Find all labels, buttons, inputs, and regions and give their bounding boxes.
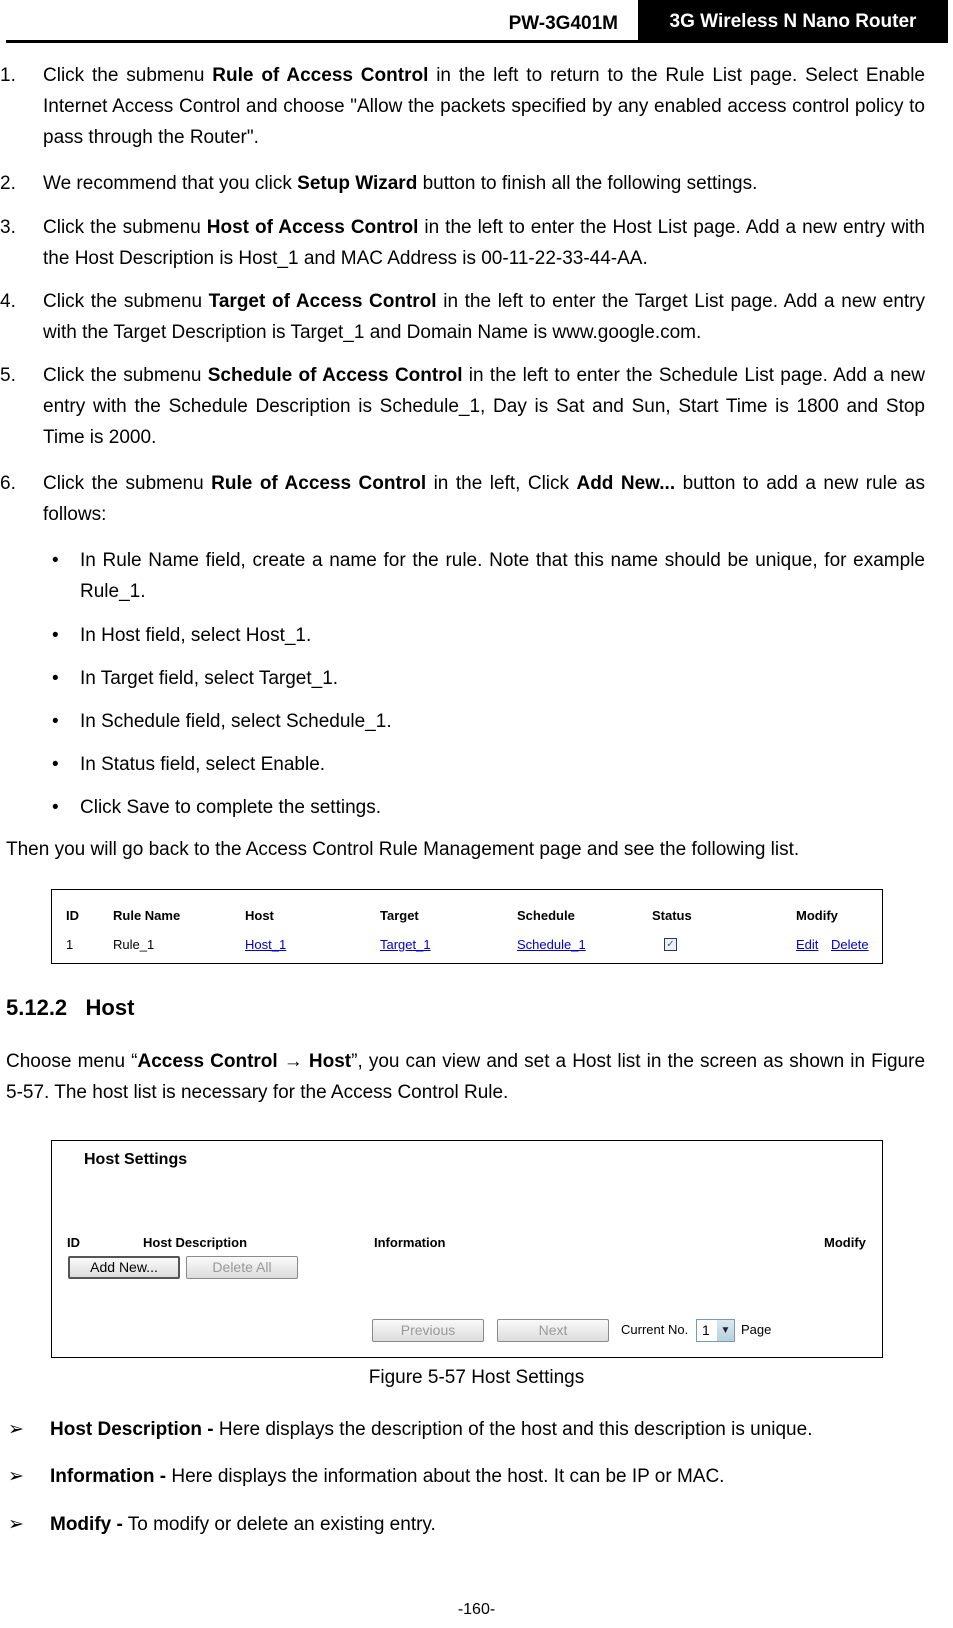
- col-header-schedule: Schedule: [517, 908, 575, 923]
- bullet-text: In Target field, select Target_1.: [80, 668, 339, 689]
- step-number: 5.: [0, 365, 16, 386]
- bullet-dot: •: [52, 711, 59, 732]
- bullet-dot: •: [52, 668, 59, 689]
- col-header-modify: Modify: [796, 908, 838, 923]
- bullet-dot: •: [52, 754, 59, 775]
- section-heading: 5.12.2 Host: [6, 995, 135, 1020]
- schedule-link[interactable]: Schedule_1: [517, 937, 586, 952]
- col-header-id: ID: [67, 1235, 80, 1250]
- col-header-status: Status: [652, 908, 692, 923]
- col-header-rule-name: Rule Name: [113, 908, 181, 923]
- step-text: We recommend that you click Setup Wizard button to finish all the following settings.: [43, 173, 758, 194]
- col-header-modify: Modify: [824, 1235, 866, 1250]
- bullet-text: In Rule Name field, create a name for the rule. Note that this name should be unique, for example Rule_1.: [80, 550, 925, 602]
- step-number: 4.: [0, 291, 16, 312]
- page-select[interactable]: [696, 1319, 735, 1342]
- then-text: Then you will go back to the Access Control Rule Management page and see the following list.: [6, 839, 800, 860]
- bullet-text: Click Save to complete the settings.: [80, 797, 381, 818]
- step-text: Click the submenu Schedule of Access Control in the left to enter the Schedule List page. Add a new entry with the Schedule Description is Schedule_1, Day is Sat and Sun, Start Time is 1800 and Stop Time is 2000.: [43, 365, 925, 448]
- arrow-bullet-icon: ➢: [8, 1419, 24, 1440]
- step-text: Click the submenu Rule of Access Control in the left to return to the Rule List page. Select Enable Internet Access Control and choose "Allow the packets specified by any enabled access control policy to pass through the Router".: [43, 65, 925, 148]
- host-settings-figure: [51, 1140, 883, 1358]
- bullet-dot: •: [52, 550, 59, 571]
- definition-item: Host Description - Here displays the description of the host and this description is unique.: [50, 1419, 813, 1440]
- step-text: Click the submenu Rule of Access Control in the left, Click Add New... button to add a new rule as follows:: [43, 473, 925, 525]
- step-text: Click the submenu Target of Access Control in the left to enter the Target List page. Add a new entry with the Target Description is Target_1 and Domain Name is www.google.com.: [43, 291, 926, 343]
- col-header-id: ID: [66, 908, 79, 923]
- page-label: Page: [741, 1322, 772, 1337]
- step-number: 3.: [0, 217, 16, 238]
- target-link[interactable]: Target_1: [380, 937, 431, 952]
- add-new-button[interactable]: Add New...: [68, 1256, 180, 1279]
- page-number: -160-: [457, 1601, 496, 1618]
- col-header-host-description: Host Description: [143, 1235, 248, 1250]
- definition-item: Modify - To modify or delete an existing entry.: [50, 1514, 436, 1535]
- arrow-bullet-icon: ➢: [8, 1466, 24, 1487]
- next-button[interactable]: Next: [497, 1319, 609, 1342]
- step-text: Click the submenu Host of Access Control in the left to enter the Host List page. Add a new entry with the Host Description is Host_1 and MAC Address is 00-11-22-33-44-AA.: [43, 217, 925, 269]
- delete-link[interactable]: Delete: [831, 937, 869, 952]
- row-id: 1: [66, 937, 74, 952]
- step-number: 6.: [0, 473, 16, 494]
- intro-paragraph: Choose menu “Access Control → Host”, you can view and set a Host list in the screen as shown in Figure 5-57. The host list is necessary for the Access Control Rule.: [6, 1051, 926, 1103]
- definition-item: Information - Here displays the information about the host. It can be IP or MAC.: [50, 1466, 725, 1487]
- col-header-host: Host: [245, 908, 274, 923]
- header-model: PW-3G401M: [508, 13, 618, 34]
- step-number: 1.: [0, 65, 16, 86]
- bullet-text: In Schedule field, select Schedule_1.: [80, 711, 392, 732]
- figure-caption: Figure 5-57 Host Settings: [368, 1367, 585, 1388]
- delete-all-button[interactable]: Delete All: [186, 1256, 298, 1279]
- rule-list-figure: [51, 889, 883, 964]
- bullet-text: In Host field, select Host_1.: [80, 625, 312, 646]
- step-number: 2.: [0, 173, 16, 194]
- page-select-value: 1: [702, 1322, 710, 1338]
- previous-button[interactable]: Previous: [372, 1319, 484, 1342]
- col-header-target: Target: [380, 908, 419, 923]
- bullet-dot: •: [52, 625, 59, 646]
- arrow-icon: →: [283, 1051, 303, 1072]
- arrow-bullet-icon: ➢: [8, 1514, 24, 1535]
- host-settings-title: Host Settings: [84, 1151, 188, 1168]
- page-header: [6, 0, 948, 43]
- current-no-label: Current No.: [621, 1322, 689, 1337]
- bullet-dot: •: [52, 797, 59, 818]
- col-header-information: Information: [374, 1235, 446, 1250]
- edit-link[interactable]: Edit: [796, 937, 819, 952]
- bullet-text: In Status field, select Enable.: [80, 754, 326, 775]
- chevron-down-icon: ▼: [717, 1320, 734, 1341]
- status-checkbox[interactable]: ✓: [664, 938, 677, 951]
- host-link[interactable]: Host_1: [245, 937, 287, 952]
- row-rule-name: Rule_1: [113, 937, 155, 952]
- header-product: 3G Wireless N Nano Router: [638, 0, 948, 40]
